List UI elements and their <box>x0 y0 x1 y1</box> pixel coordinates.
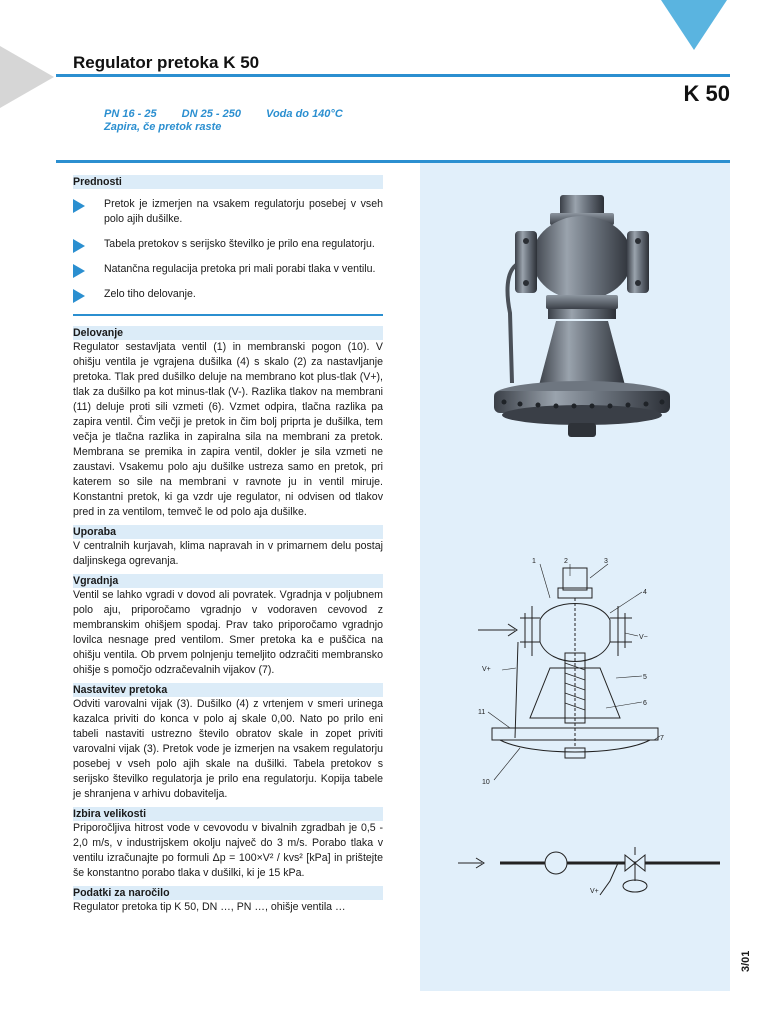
regulator-photo <box>420 183 730 483</box>
section-text: Regulator pretoka tip K 50, DN …, PN …, ohišje ventila … <box>73 901 346 913</box>
section-heading: Izbira velikosti <box>73 807 383 821</box>
diagram-label-3: 3 <box>604 558 608 565</box>
advantages-list <box>73 197 383 302</box>
text-column <box>73 175 383 920</box>
section-heading: Nastavitev pretoka <box>73 683 383 697</box>
section-heading: Uporaba <box>73 525 383 539</box>
page-number: 3/01 <box>740 950 752 972</box>
list-item: Natančna regulacija pretoka pri mali porabi tlaka v ventilu. <box>73 262 383 277</box>
usage-section <box>73 525 383 569</box>
diagram-label-2: 2 <box>564 558 568 565</box>
ordering-section <box>73 886 383 915</box>
list-item: Zelo tiho delovanje. <box>73 287 383 302</box>
diagram-label-4: 4 <box>643 589 647 596</box>
section-text: Regulator sestavljata ventil (1) in membranski pogon (10). V ohišju ventila je vgrajena dušilka (4) s skalo (2) za nastavljanje pretoka. Tlak pred dušilko deluje na membrano kot plus-tlak (V+), tlak za dušilko pa kot minus-tlak (V-). Razlika tlakov na membrani (11) deluje proti sili vzmeti (6). Vzmet odpira, tlačna razlika pa zapira ventil. Čim večji je pretok in čim bolj priprta je dušilka, tem večja je tlačna razlika in zapiralna sila na membrani za pretok. Membrana se premika in zapira ventil, dokler je sila vzmeti ne zaustavi. Vsakemu polo aju dušilke ustreza samo en pretok, pri katerem so sile na membrani v ravnote ju in ventil miruje. Konstantni pretok, ki ga vzdr uje regulator, ni odvisen od tlakov pred in za ventilom, temveč le od polo aja dušilke. <box>73 341 383 518</box>
bullet-arrow-icon <box>73 264 85 278</box>
section-heading: Vgradnja <box>73 574 383 588</box>
bullet-arrow-icon <box>73 239 85 253</box>
diagram-label-5: 5 <box>643 674 647 681</box>
diagram-label-v-minus: V− <box>639 634 648 641</box>
section-text: Odviti varovalni vijak (3). Dušilko (4) z vrtenjem v smeri urinega kazalca priviti do konca v polo aj skale 0,00. Nato po prilo eni tabeli nastaviti ustrezno število obratov skale in zopet priviti varovalni vijak (3). Pretok vode je izmerjen na vsakem regulatorju posebej v vseh polo ajih skale na dušilki. Tabela pretokov s serijsko številko regulatorja je prilo ena regulatorju. Kopija tabele je shranjena v arhivu dobavitelja. <box>73 698 383 800</box>
installation-section <box>73 574 383 678</box>
column-divider <box>73 314 383 316</box>
spec-medium: Voda do 140°C <box>266 108 343 120</box>
spec-block <box>104 108 365 134</box>
product-code: K 50 <box>683 81 730 106</box>
diagram-label-7: 7 <box>660 735 664 742</box>
diagram-label-11: 11 <box>478 709 486 716</box>
diagram-label-6: 6 <box>643 700 647 707</box>
document-title: Regulator pretoka K 50 <box>73 53 260 72</box>
section-heading: Delovanje <box>73 326 383 340</box>
operation-section <box>73 326 383 520</box>
schematic-label-v-plus: V+ <box>590 888 599 895</box>
diagram-label-v-plus: V+ <box>482 666 491 673</box>
section-heading: Prednosti <box>73 175 383 189</box>
spec-note: Zapira, če pretok raste <box>104 121 222 133</box>
flow-schematic <box>420 841 730 921</box>
list-item: Pretok je izmerjen na vsakem regulatorju posebej v vseh polo ajih dušilke. <box>73 197 383 227</box>
cross-section-drawing <box>420 558 730 808</box>
flow-setting-section <box>73 683 383 802</box>
illustration-panel <box>420 163 730 991</box>
diagram-label-1: 1 <box>532 558 536 565</box>
sizing-section <box>73 807 383 881</box>
bullet-arrow-icon <box>73 289 85 303</box>
corner-triangle-top <box>661 0 727 50</box>
diagram-label-10: 10 <box>482 779 490 786</box>
advantages-section <box>73 175 383 316</box>
section-text: Priporočljiva hitrost vode v cevovodu v bivalnih zgradbah je 0,5 - 2,0 m/s, v industrijskem okolju največ do 3 m/s. Porabo tlaka v ventilu izračunajte po formuli Δp = 100×V² / kvs² [kPa] in prištejte še konstantno porabo tlaka v dušilki, ki je 15 kPa. <box>73 822 383 879</box>
section-heading: Podatki za naročilo <box>73 886 383 900</box>
corner-triangle-left <box>0 46 54 108</box>
spec-size: DN 25 - 250 <box>181 108 241 120</box>
section-text: V centralnih kurjavah, klima napravah in v primarnem delu postaj daljinskega ogrevanja. <box>73 540 383 567</box>
list-item: Tabela pretokov s serijsko številko je prilo ena regulatorju. <box>73 237 383 252</box>
section-text: Ventil se lahko vgradi v dovod ali povratek. Vgradnja v poljubnem polo aju, priporočamo vgradnjo v vodoraven cevovod z membranskim ohišjem spodaj. Prav tako priporočamo vgradnjo lovilca nesnage pred ventilom. Smer pretoka ka e puščica na ohišju ventila. Ob prvem polnjenju temeljito odzračiti membransko ohišje s pomočjo odzračevalnih vijakov (7). <box>73 589 383 676</box>
bullet-arrow-icon <box>73 199 85 213</box>
header-divider <box>56 74 730 77</box>
spec-pressure: PN 16 - 25 <box>104 108 157 120</box>
